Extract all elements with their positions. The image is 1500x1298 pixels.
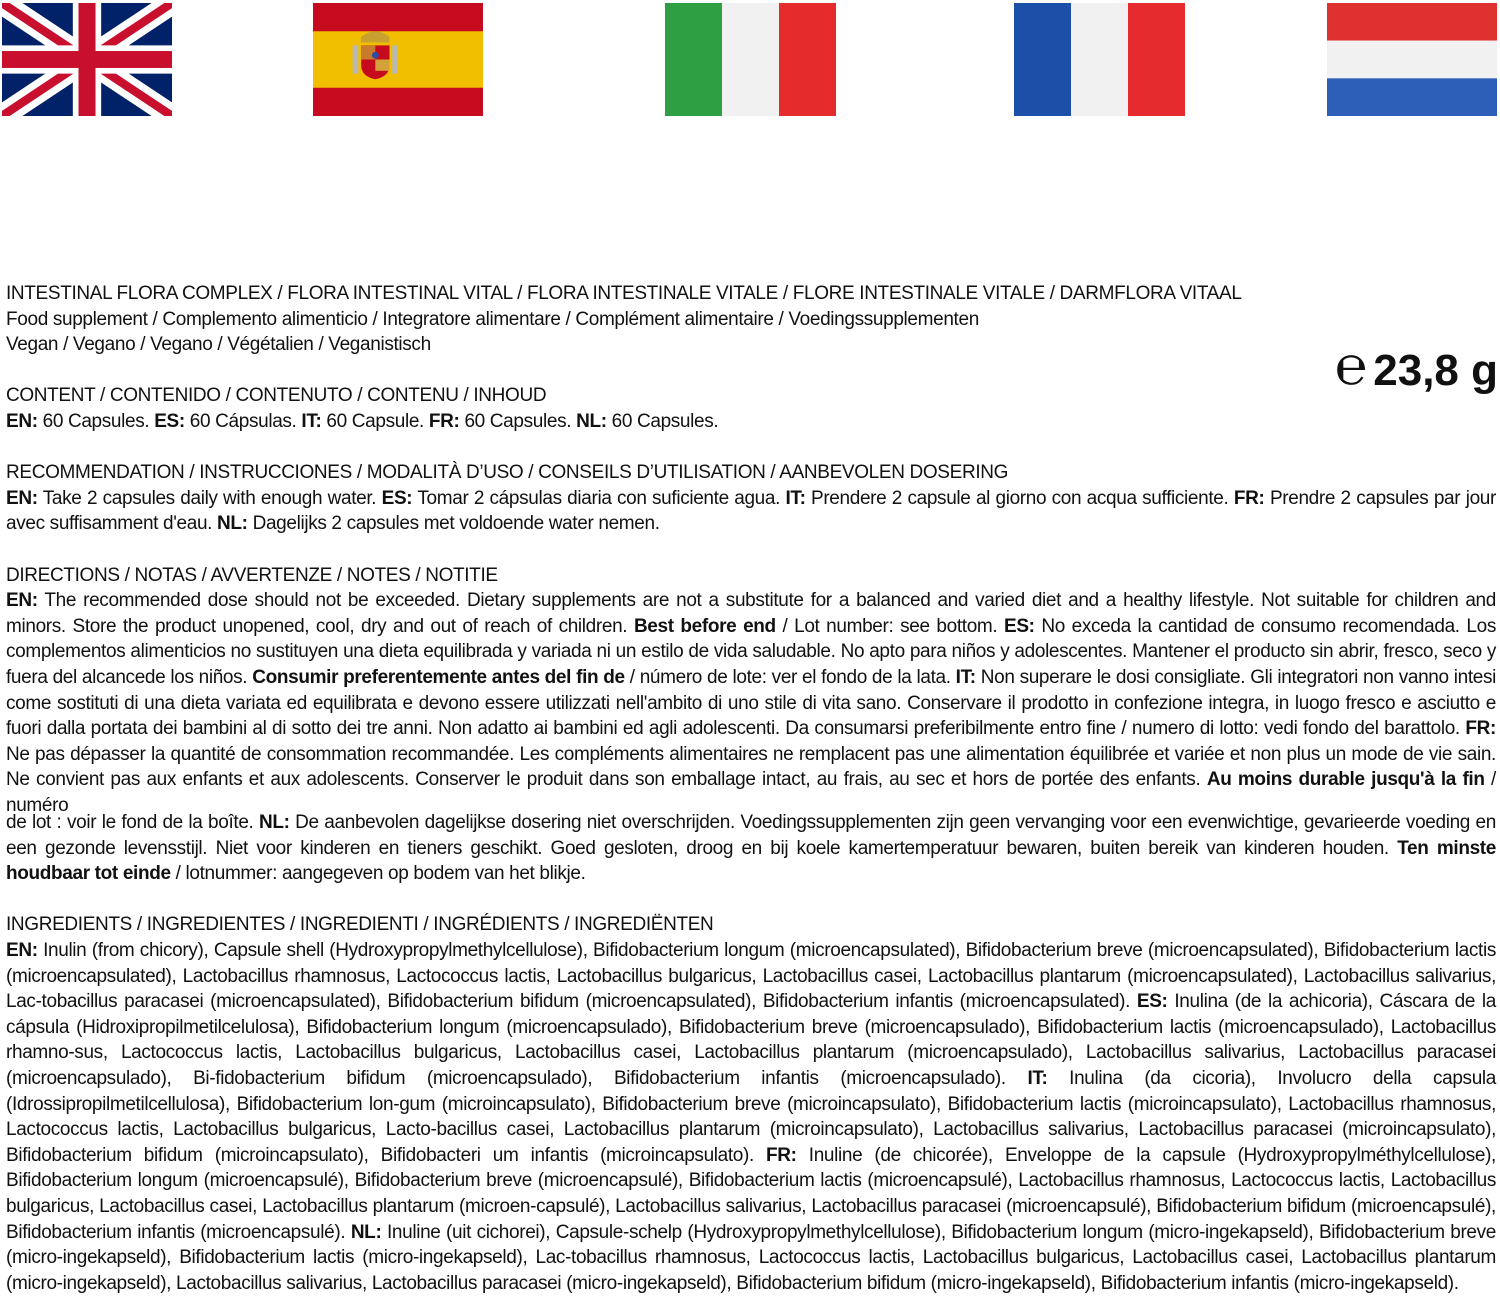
label-text-main [6,281,1496,818]
directions-text: EN: The recommended dose should not be exceeded. Dietary supplements are not a substitute for a balanced and varied diet and a healthy lifestyle. Not suitable for children and minors. Store the product unopened, cool, dry and out of reach of children. Best before end / Lot number: see bottom. ES: No exceda la cantidad de consumo recomendada. Los complementos alimenticios no sustituyen una dieta equilibrada y variada ni un estilo de vida saludable. No apto para niños y adolescentes. Mantener el producto sin abrir, fresco, seco y fuera del alcancede los niños. Consumir preferentemente antes del fin de / número de lote: ver el fondo de la lata. IT: Non superare le dosi consigliate. Gli integratori non vanno intesi come sostituti di una dieta variata ed equilibrata e devono essere utilizzati nell'ambito di uno stile di vita sano. Conservare il prodotto in confezione integra, in luogo fresco e asciutto e fuori dalla portata dei bambini al di sotto dei tre anni. Non adatto ai bambini ed agli adolescenti. Da consumarsi preferibilmente entro fine / numero di lotto: vedi fondo del barattolo. FR: Ne pas dépasser la quantité de consommation recommandée. Les compléments alimentaires ne remplacent pas une alimentation équilibrée et variée et non plus un mode de vie sain. Ne convient pas aux enfants et aux adolescents. Conserver le produit dans son emballage intact, au frais, au sec et hors de portée des enfants. Au moins durable jusqu'à la fin / numéro [6,590,1496,816]
spain-flag-icon [313,3,483,116]
content-text: EN: 60 Capsules. ES: 60 Cápsulas. IT: 60 Capsule. FR: 60 Capsules. NL: 60 Capsules. [6,410,719,432]
uk-flag-icon [2,3,172,116]
netherlands-flag-icon [1327,3,1497,116]
italy-flag-icon [665,3,836,116]
product-title: INTESTINAL FLORA COMPLEX / FLORA INTESTINAL VITAL / FLORA INTESTINALE VITALE / FLORE INTESTINALE VITALE / DARMFLORA VITAAL [6,283,1242,304]
content-heading: CONTENT / CONTENIDO / CONTENUTO / CONTENU / INHOUD [6,385,547,407]
directions-text-continued: de lot : voir le fond de la boîte. NL: De aanbevolen dagelijkse dosering niet overschrijden. Voedingssupplementen zijn geen vervanging voor een evenwichtige, gevarieerde voeding en een gezonde levensstijl. Niet voor kinderen en tieners geschikt. Goed gesloten, droog en bij koele kamertemperatuur bewaren, buiten bereik van kinderen houden. Ten minste houdbaar tot einde / lotnummer: aangegeven op bodem van het blikje. [6,812,1496,885]
estimated-sign-icon: ℮ [1334,334,1368,397]
ingredients-heading: INGREDIENTS / INGREDIENTES / INGREDIENTI / INGRÉDIENTS / INGREDIËNTEN [6,914,714,936]
france-flag-icon [1014,3,1185,116]
label-text-continued [6,810,1496,1296]
diet-info: Vegan / Vegano / Vegano / Végétalien / Veganistisch [6,334,431,356]
ingredients-text: EN: Inulin (from chicory), Capsule shell (Hydroxypropylmethylcellulose), Bifidobacterium longum (microencapsulated), Bifidobacterium breve (microencapsulated), Bifidobacterium lactis (microencapsulated), Lactobacillus rhamnosus, Lactococcus lactis, Lactobacillus bulgaricus, Lactobacillus casei, Lactobacillus plantarum (microencapsulated), Lactobacillus salivarius, Lac-tobacillus paracasei (microencapsulated), Bifidobacterium bifidum (microencapsulated), Bifidobacterium infantis (microencapsulated). ES: Inulina (de la achicoria), Cáscara de la cápsula (Hidroxipropilmetilcelulosa), Bifidobacterium longum (microencapsulado), Bifidobacterium breve (microencapsulado), Bifidobacterium lactis (microencapsulado), Lactobacillus rhamno-sus, Lactococcus lactis, Lactobacillus bulgaricus, Lactobacillus casei, Lactobacillus plantarum (microencapsulado), Lactobacillus salivarius, Lactobacillus paracasei (microencapsulado), Bi-fidobacterium bifidum (microencapsulado), Bifidobacterium infantis (microencapsulado). IT: Inulina (da cicoria), Involucro della capsula (Idrossipropilmetilcellulosa), Bifidobacterium lon-gum (microincapsulato), Bifidobacterium breve (microincapsulato), Bifidobacterium lactis (microincapsulato), Lactobacillus rhamnosus, Lactococcus lactis, Lactobacillus bulgaricus, Lacto-bacillus casei, Lactobacillus plantarum (microincapsulato), Lactobacillus salivarius, Lactobacillus paracasei (microincapsulato), Bifidobacterium bifidum (microincapsulato), Bifidobacteri um infantis (microincapsulato). FR: Inuline (de chicorée), Enveloppe de la capsule (Hydroxypropylméthylcellulose), Bifidobacterium longum (microencapsulé), Bifidobacterium breve (microencapsulé), Bifidobacterium lactis (microencapsulé), Lactobacillus rhamnosus, Lactococcus lactis, Lactobacillus bulgaricus, Lactobacillus casei, Lactobacillus plantarum (microen-capsulé), Lactobacillus salivarius, Lactobacillus paracasei (microencapsulé), Bifidobacterium bifidum (microencapsulé), Bifidobacterium infantis (microencapsulé). NL: Inuline (uit cichorei), Capsule-schelp (Hydroxypropylmethylcellulose), Bifidobacterium longum (micro-ingekapseld), Bifidobacterium breve (micro-ingekapseld), Bifidobacterium lactis (micro-ingekapseld), Lac-tobacillus rhamnosus, Lactococcus lactis, Lactobacillus bulgaricus, Lactobacillus casei, Lactobacillus plantarum (micro-ingekapseld), Lactobacillus salivarius, Lactobacillus paracasei (micro-ingekapseld), Bifidobacterium bifidum (micro-ingekapseld), Bifidobacterium infantis (micro-ingekapseld). [6,939,1497,1294]
recommendation-text: EN: Take 2 capsules daily with enough water. ES: Tomar 2 cápsulas diaria con suficiente agua. IT: Prendere 2 capsule al giorno con acqua sufficiente. FR: Prendre 2 capsules par jour avec suffisamment d'eau. NL: Dagelijks 2 capsules met voldoende water nemen. [6,487,1496,535]
product-type: Food supplement / Complemento alimenticio / Integratore alimentare / Complément alimentaire / Voedingssupplementen [6,308,979,330]
net-weight-value: 23,8 g [1373,346,1498,395]
recommendation-heading: RECOMMENDATION / INSTRUCCIONES / MODALITÀ D’USO / CONSEILS D’UTILISATION / AANBEVOLEN DOSERING [6,462,1009,484]
directions-heading: DIRECTIONS / NOTAS / AVVERTENZE / NOTES / NOTITIE [6,564,498,586]
